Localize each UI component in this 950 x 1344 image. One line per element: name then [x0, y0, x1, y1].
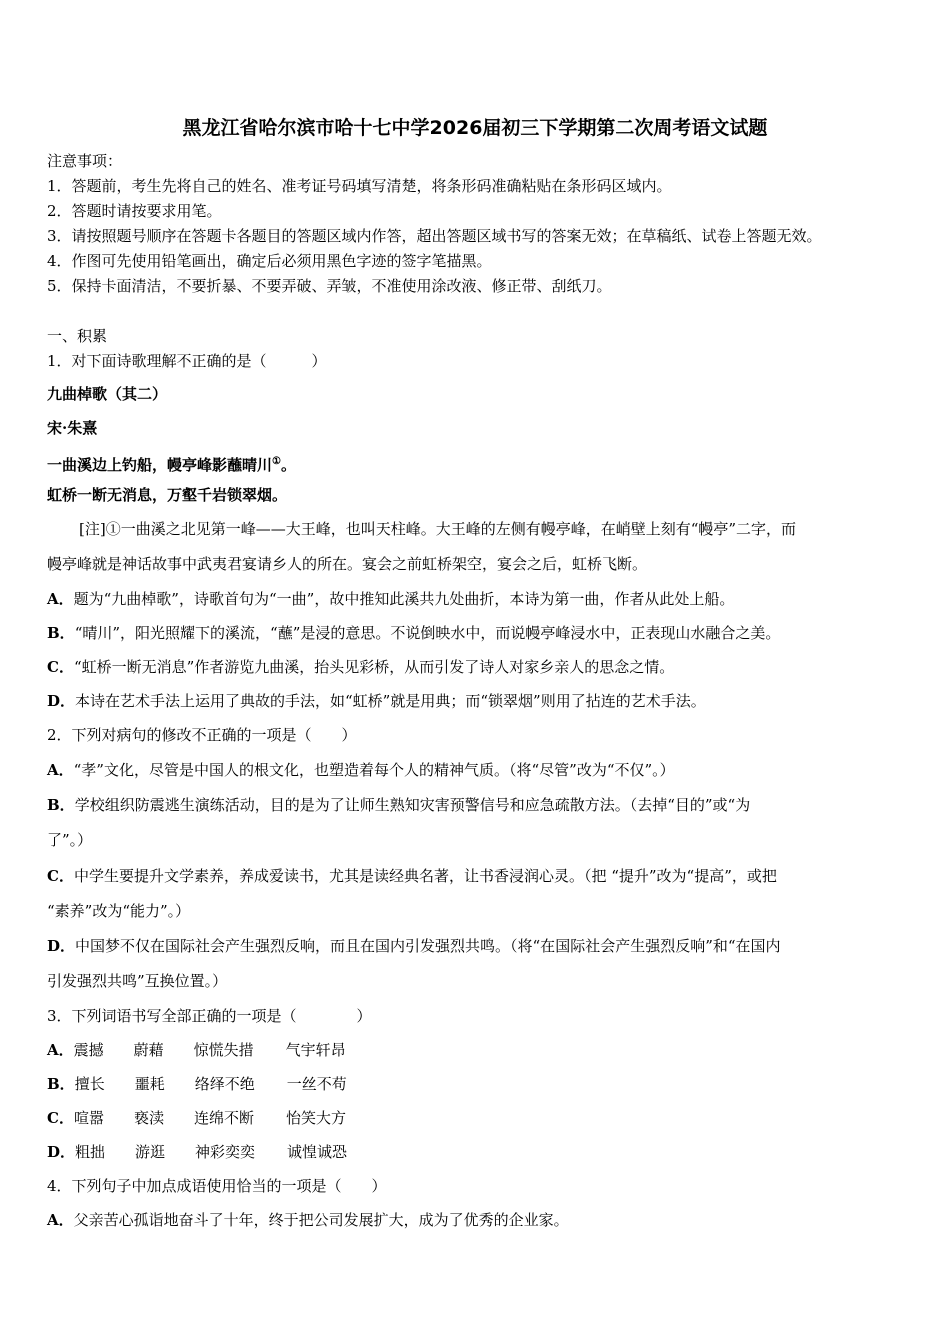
poem-title: 九曲棹歌（其二） — [47, 385, 168, 403]
page-title: 黑龙江省哈尔滨市哈十七中学2026届初三下学期第二次周考语文试题 — [182, 117, 768, 139]
question-2-option-a: A．“孝”文化，尽管是中国人的根文化，也塑造着每个人的精神气质。（将“尽管”改为“不仅”。） — [47, 761, 675, 779]
question-3-option-a: A．震撼 蔚藉 惊慌失措 气宇轩昂 — [47, 1041, 346, 1059]
question-1-option-d: D．本诗在艺术手法上运用了典故的手法，如“虹桥”就是用典；而“锁翠烟”则用了拈连的艺术手法。 — [47, 692, 706, 710]
notice-item: 5．保持卡面清洁，不要折暴、不要弄破、弄皱，不准使用涂改液、修正带、刮纸刀。 — [47, 277, 612, 295]
notice-heading: 注意事项： — [47, 152, 123, 170]
question-4-option-a: A．父亲苦心孤诣地奋斗了十年，终于把公司发展扩大，成为了优秀的企业家。 — [47, 1211, 569, 1229]
question-1-option-a: A．题为“九曲棹歌”，诗歌首句为“一曲”，故中推知此溪共九处曲折，本诗为第一曲，作者从此处上船。 — [47, 590, 735, 608]
question-4-stem: 4．下列句子中加点成语使用恰当的一项是（ ） — [47, 1177, 387, 1195]
notice-item: 2．答题时请按要求用笔。 — [47, 202, 222, 220]
question-3-stem: 3．下列词语书写全部正确的一项是（ ） — [47, 1007, 372, 1025]
question-3-option-c: C．喧嚣 亵渎 连绵不断 怡笑大方 — [47, 1109, 346, 1127]
poem-note: [注]①一曲溪之北见第一峰——大王峰，也叫天柱峰。大王峰的左侧有幔亭峰，在峭壁上刻有“幔亭”二字，而 — [79, 520, 797, 538]
poem-note: 幔亭峰就是神话故事中武夷君宴请乡人的所在。宴会之前虹桥架空，宴会之后，虹桥飞断。 — [47, 555, 648, 573]
question-2-option-d: D．中国梦不仅在国际社会产生强烈反响，而且在国内引发强烈共鸣。（将“在国际社会产生强烈反响”和“在国内 — [47, 937, 781, 955]
footnote-marker: ① — [272, 456, 281, 467]
question-2-option-c: C．中学生要提升文学素养，养成爱读书，尤其是读经典名著，让书香浸润心灵。（把 “提升”改为“提高”，或把 — [47, 867, 777, 885]
poem-author: 宋·朱熹 — [47, 419, 98, 437]
question-1-option-c: C．“虹桥一断无消息”作者游览九曲溪，抬头见彩桥，从而引发了诗人对家乡亲人的思念之情。 — [47, 658, 675, 676]
question-1-stem: 1．对下面诗歌理解不正确的是（ ） — [47, 352, 327, 370]
poem-line-end: 。 — [280, 456, 296, 474]
poem-line-text: 一曲溪边上钓船，幔亭峰影蘸晴川 — [47, 456, 273, 474]
question-2-option-b-cont: 了”。） — [47, 831, 93, 849]
question-3-option-b: B．擅长 噩耗 络绎不绝 一丝不苟 — [47, 1075, 347, 1093]
question-2-option-c-cont: “素养”改为“能力”。） — [47, 902, 191, 920]
question-3-option-d: D．粗拙 游逛 神彩奕奕 诚惶诚恐 — [47, 1143, 348, 1161]
poem-line — [47, 452, 296, 475]
question-1-option-b: B．“晴川”，阳光照耀下的溪流，“蘸”是浸的意思。不说倒映水中，而说幔亭峰浸水中，正表现山水融合之美。 — [47, 624, 781, 642]
question-2-option-b: B．学校组织防震逃生演练活动，目的是为了让师生熟知灾害预警信号和应急疏散方法。（去掉“目的”或“为 — [47, 796, 751, 814]
question-2-stem: 2．下列对病句的修改不正确的一项是（ ） — [47, 726, 357, 744]
question-2-option-d-cont: 引发强烈共鸣”互换位置。） — [47, 972, 228, 990]
notice-item: 4．作图可先使用铅笔画出，确定后必须用黑色字迹的签字笔描黑。 — [47, 252, 492, 270]
poem-line: 虹桥一断无消息，万壑千岩锁翠烟。 — [47, 486, 288, 504]
notice-item: 3．请按照题号顺序在答题卡各题目的答题区域内作答，超出答题区域书写的答案无效；在草稿纸、试卷上答题无效。 — [47, 227, 822, 245]
section-heading: 一、积累 — [47, 327, 108, 345]
notice-item: 1．答题前，考生先将自己的姓名、准考证号码填写清楚，将条形码准确粘贴在条形码区域内。 — [47, 177, 672, 195]
